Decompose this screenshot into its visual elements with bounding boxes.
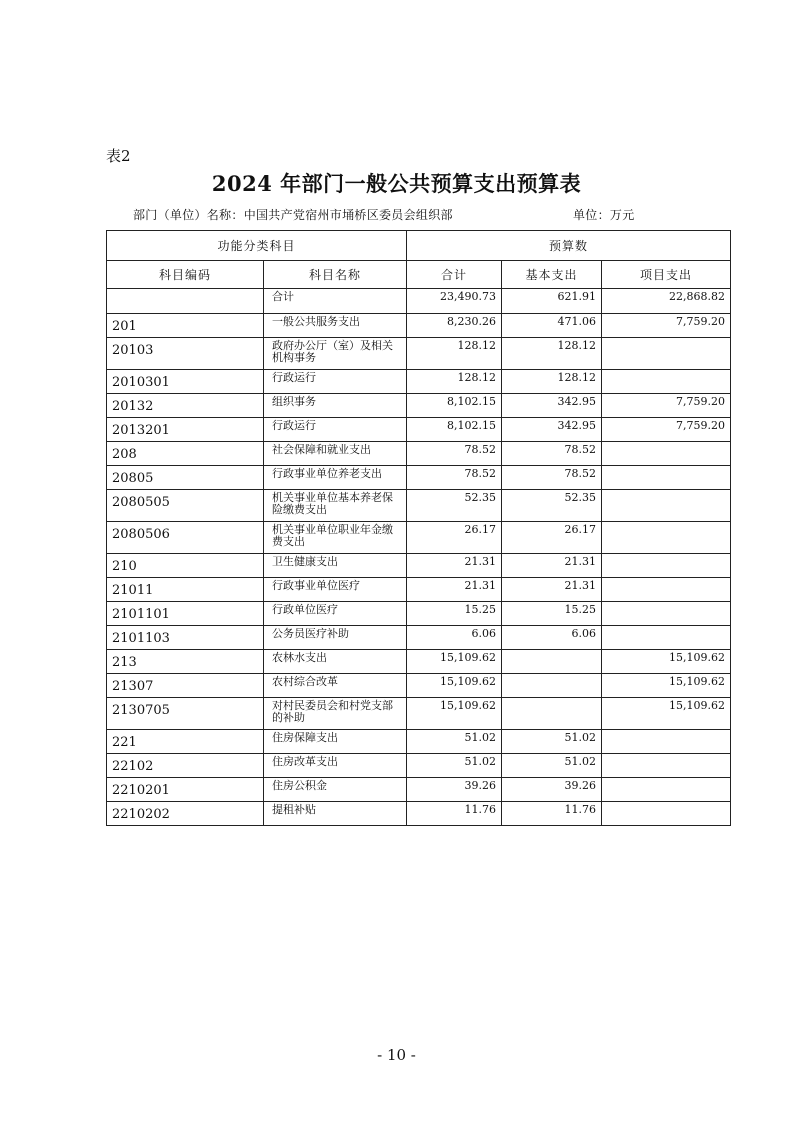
row-code: 2080505 — [107, 490, 264, 522]
table-row — [107, 698, 731, 730]
row-project — [602, 626, 731, 650]
department-label: 部门（单位）名称：中国共产党宿州市埇桥区委员会组织部 — [133, 208, 453, 222]
row-basic: 128.12 — [502, 370, 602, 394]
row-code: 221 — [107, 730, 264, 754]
row-name: 机关事业单位基本养老保险缴费支出 — [264, 490, 407, 522]
table-row — [107, 674, 731, 698]
table-row — [107, 370, 731, 394]
row-code: 201 — [107, 314, 264, 338]
row-total: 39.26 — [407, 778, 502, 802]
row-project: 7,759.20 — [602, 418, 731, 442]
row-basic: 51.02 — [502, 730, 602, 754]
row-total: 8,230.26 — [407, 314, 502, 338]
row-project — [602, 778, 731, 802]
table-row — [107, 522, 731, 554]
header-total: 合计 — [407, 261, 502, 289]
row-total: 15,109.62 — [407, 698, 502, 730]
row-basic: 128.12 — [502, 338, 602, 370]
row-total: 51.02 — [407, 754, 502, 778]
table-row — [107, 730, 731, 754]
table-row — [107, 626, 731, 650]
table-row — [107, 578, 731, 602]
row-project — [602, 466, 731, 490]
table-row — [107, 338, 731, 370]
row-name: 住房公积金 — [264, 778, 407, 802]
row-code: 208 — [107, 442, 264, 466]
row-basic: 6.06 — [502, 626, 602, 650]
row-project: 7,759.20 — [602, 314, 731, 338]
table-row — [107, 394, 731, 418]
row-total: 78.52 — [407, 442, 502, 466]
row-total: 15,109.62 — [407, 650, 502, 674]
row-project — [602, 370, 731, 394]
row-basic: 15.25 — [502, 602, 602, 626]
row-project — [602, 442, 731, 466]
row-basic: 51.02 — [502, 754, 602, 778]
row-project: 22,868.82 — [602, 289, 731, 314]
row-name: 行政事业单位医疗 — [264, 578, 407, 602]
row-project: 7,759.20 — [602, 394, 731, 418]
page-title: 2024 年部门一般公共预算支出预算表 — [211, 171, 582, 196]
row-name: 住房改革支出 — [264, 754, 407, 778]
row-project — [602, 578, 731, 602]
row-code: 20103 — [107, 338, 264, 370]
table-row — [107, 418, 731, 442]
table-row — [107, 778, 731, 802]
header-budget-group: 预算数 — [407, 231, 731, 261]
row-name: 农林水支出 — [264, 650, 407, 674]
table-row — [107, 802, 731, 826]
row-total: 11.76 — [407, 802, 502, 826]
row-basic: 342.95 — [502, 418, 602, 442]
row-code: 2101101 — [107, 602, 264, 626]
row-basic: 26.17 — [502, 522, 602, 554]
row-code: 2101103 — [107, 626, 264, 650]
row-name: 行政事业单位养老支出 — [264, 466, 407, 490]
table-row — [107, 314, 731, 338]
row-basic — [502, 674, 602, 698]
table-row — [107, 466, 731, 490]
row-name: 一般公共服务支出 — [264, 314, 407, 338]
table-row — [107, 602, 731, 626]
row-name: 行政单位医疗 — [264, 602, 407, 626]
row-code: 2210201 — [107, 778, 264, 802]
row-basic: 78.52 — [502, 466, 602, 490]
row-code: 210 — [107, 554, 264, 578]
table-row — [107, 490, 731, 522]
row-basic: 11.76 — [502, 802, 602, 826]
header-code: 科目编码 — [107, 261, 264, 289]
row-basic: 21.31 — [502, 578, 602, 602]
row-name: 社会保障和就业支出 — [264, 442, 407, 466]
row-project — [602, 522, 731, 554]
row-code: 22102 — [107, 754, 264, 778]
row-total: 51.02 — [407, 730, 502, 754]
table-row — [107, 754, 731, 778]
row-project — [602, 730, 731, 754]
row-total: 15.25 — [407, 602, 502, 626]
row-project: 15,109.62 — [602, 650, 731, 674]
row-basic: 621.91 — [502, 289, 602, 314]
row-project — [602, 490, 731, 522]
table-row — [107, 554, 731, 578]
row-name: 农村综合改革 — [264, 674, 407, 698]
row-code: 2130705 — [107, 698, 264, 730]
header-row-columns — [107, 261, 731, 289]
header-function-group: 功能分类科目 — [107, 231, 407, 261]
row-basic: 52.35 — [502, 490, 602, 522]
row-total: 52.35 — [407, 490, 502, 522]
row-code: 2210202 — [107, 802, 264, 826]
header-basic: 基本支出 — [502, 261, 602, 289]
row-code: 21307 — [107, 674, 264, 698]
budget-table — [106, 230, 731, 826]
row-code: 20805 — [107, 466, 264, 490]
table-row — [107, 289, 731, 314]
page-number: - 10 - — [377, 1046, 416, 1064]
row-code: 2080506 — [107, 522, 264, 554]
row-total: 15,109.62 — [407, 674, 502, 698]
row-name: 行政运行 — [264, 418, 407, 442]
row-basic: 39.26 — [502, 778, 602, 802]
row-code: 2010301 — [107, 370, 264, 394]
row-basic — [502, 698, 602, 730]
row-basic: 342.95 — [502, 394, 602, 418]
row-basic: 471.06 — [502, 314, 602, 338]
row-name: 政府办公厅（室）及相关机构事务 — [264, 338, 407, 370]
table-row — [107, 442, 731, 466]
row-total: 23,490.73 — [407, 289, 502, 314]
header-project: 项目支出 — [602, 261, 731, 289]
row-project: 15,109.62 — [602, 674, 731, 698]
row-code — [107, 289, 264, 314]
row-project — [602, 754, 731, 778]
row-basic: 78.52 — [502, 442, 602, 466]
row-name: 行政运行 — [264, 370, 407, 394]
row-name: 住房保障支出 — [264, 730, 407, 754]
row-total: 26.17 — [407, 522, 502, 554]
table-label: 表2 — [106, 147, 131, 165]
row-project — [602, 602, 731, 626]
row-project: 15,109.62 — [602, 698, 731, 730]
header-name: 科目名称 — [264, 261, 407, 289]
row-code: 213 — [107, 650, 264, 674]
row-name: 合计 — [264, 289, 407, 314]
row-total: 21.31 — [407, 578, 502, 602]
row-name: 组织事务 — [264, 394, 407, 418]
row-project — [602, 338, 731, 370]
row-total: 21.31 — [407, 554, 502, 578]
row-total: 128.12 — [407, 370, 502, 394]
row-total: 128.12 — [407, 338, 502, 370]
row-total: 6.06 — [407, 626, 502, 650]
row-total: 8,102.15 — [407, 394, 502, 418]
row-total: 8,102.15 — [407, 418, 502, 442]
budget-table-body — [107, 231, 731, 826]
row-project — [602, 802, 731, 826]
unit-label: 单位：万元 — [573, 208, 635, 222]
row-name: 卫生健康支出 — [264, 554, 407, 578]
row-code: 20132 — [107, 394, 264, 418]
row-name: 对村民委员会和村党支部的补助 — [264, 698, 407, 730]
row-code: 2013201 — [107, 418, 264, 442]
row-name: 公务员医疗补助 — [264, 626, 407, 650]
row-basic — [502, 650, 602, 674]
row-project — [602, 554, 731, 578]
header-row-group — [107, 231, 731, 261]
row-name: 机关事业单位职业年金缴费支出 — [264, 522, 407, 554]
row-name: 提租补贴 — [264, 802, 407, 826]
row-code: 21011 — [107, 578, 264, 602]
table-row — [107, 650, 731, 674]
row-total: 78.52 — [407, 466, 502, 490]
row-basic: 21.31 — [502, 554, 602, 578]
